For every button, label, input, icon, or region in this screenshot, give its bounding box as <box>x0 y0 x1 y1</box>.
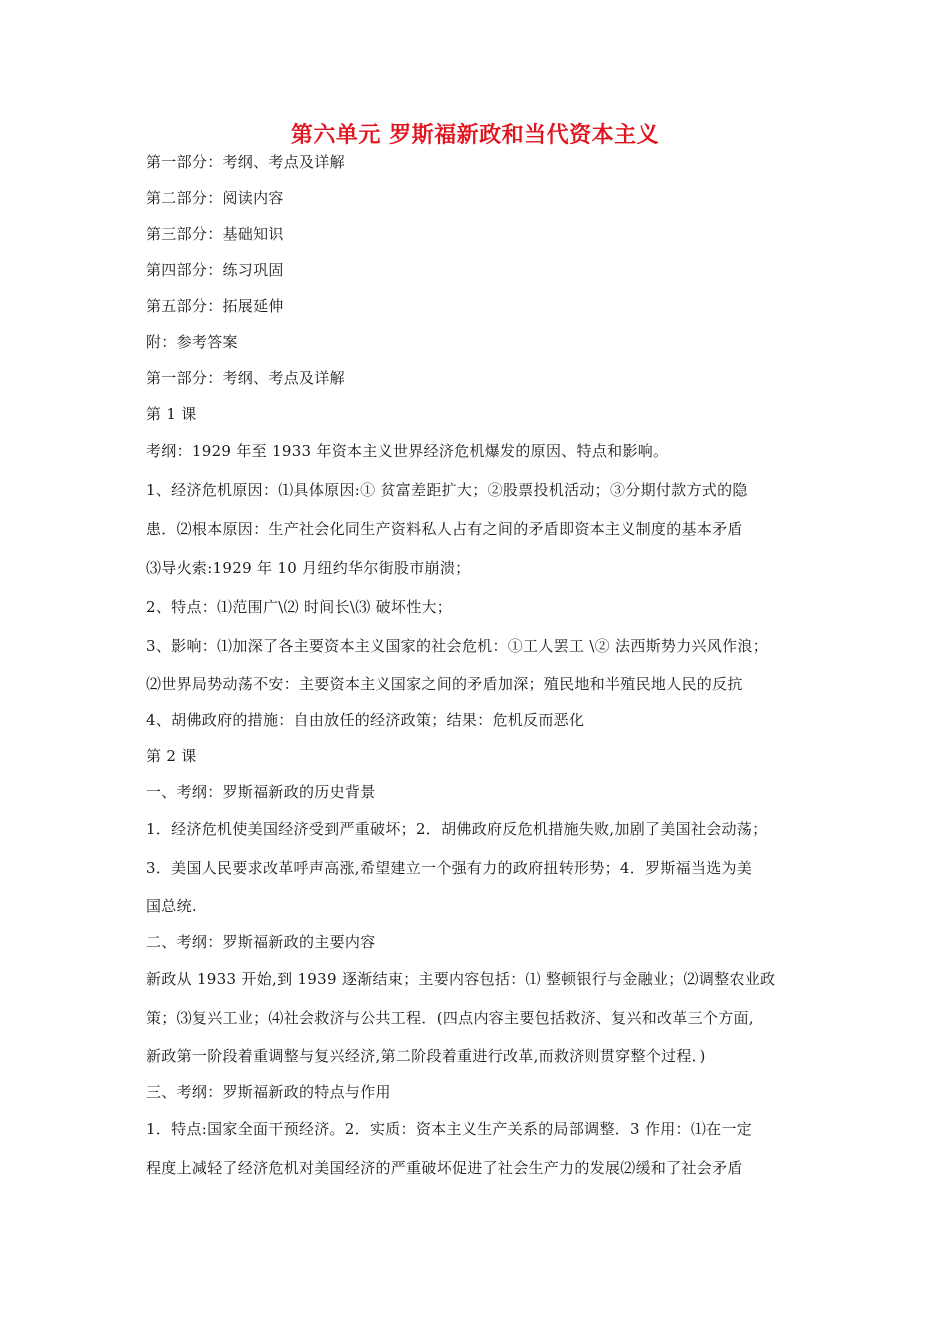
paragraph-line: 4、胡佛政府的措施：自由放任的经济政策；结果：危机反而恶化 <box>146 711 585 729</box>
subsection-heading: 一、考纲：罗斯福新政的历史背景 <box>146 783 376 801</box>
paragraph-line: 2、特点：⑴范围广\⑵ 时间长\⑶ 破坏性大； <box>146 598 453 616</box>
lesson-1-heading: 第 1 课 <box>146 405 197 423</box>
paragraph-line: 3．美国人民要求改革呼声高涨,希望建立一个强有力的政府扭转形势；4．罗斯福当选为美 <box>146 859 753 877</box>
document-body <box>146 150 826 1194</box>
paragraph-line: 国总统. <box>146 897 197 915</box>
paragraph-line: ⑶导火索:1929 年 10 月纽约华尔街股市崩溃； <box>146 559 471 577</box>
paragraph-line: 策；⑶复兴工业；⑷社会救济与公共工程．(四点内容主要包括救济、复兴和改革三个方面, <box>146 1009 754 1027</box>
toc-line-4: 第四部分：练习巩固 <box>146 261 284 279</box>
toc-line-5: 第五部分：拓展延伸 <box>146 297 284 315</box>
paragraph-line: 新政从 1933 开始,到 1939 逐渐结束；主要内容包括：⑴ 整顿银行与金融业；⑵调整农业政 <box>146 970 776 988</box>
paragraph-line: 新政第一阶段着重调整与复兴经济,第二阶段着重进行改革,而救济则贯穿整个过程．) <box>146 1047 706 1065</box>
paragraph-line: 患．⑵根本原因：生产社会化同生产资料私人占有之间的矛盾即资本主义制度的基本矛盾 <box>146 520 743 538</box>
toc-line-2: 第二部分：阅读内容 <box>146 189 284 207</box>
paragraph-line: 程度上减轻了经济危机对美国经济的严重破坏促进了社会生产力的发展⑵缓和了社会矛盾 <box>146 1159 743 1177</box>
toc-line-answers: 附：参考答案 <box>146 333 238 351</box>
subsection-heading: 三、考纲：罗斯福新政的特点与作用 <box>146 1083 391 1101</box>
paragraph-line: 1．经济危机使美国经济受到严重破坏；2．胡佛政府反危机措施失败,加剧了美国社会动荡； <box>146 820 768 838</box>
paragraph-line: 1、经济危机原因：⑴具体原因:① 贫富差距扩大；②股票投机活动；③分期付款方式的隐 <box>146 481 748 499</box>
toc-line-3: 第三部分：基础知识 <box>146 225 284 243</box>
paragraph-line: ⑵世界局势动荡不安：主要资本主义国家之间的矛盾加深；殖民地和半殖民地人民的反抗 <box>146 675 743 693</box>
paragraph-line: 3、影响：⑴加深了各主要资本主义国家的社会危机：①工人罢工 \② 法西斯势力兴风作浪； <box>146 637 769 655</box>
lesson-2-heading: 第 2 课 <box>146 747 197 765</box>
toc-line-1: 第一部分：考纲、考点及详解 <box>146 153 345 171</box>
paragraph-line: 1．特点:国家全面干预经济。2．实质：资本主义生产关系的局部调整．3 作用：⑴在一定 <box>146 1120 753 1138</box>
paragraph-line: 考纲：1929 年至 1933 年资本主义世界经济危机爆发的原因、特点和影响。 <box>146 442 669 460</box>
section-heading: 第一部分：考纲、考点及详解 <box>146 369 345 387</box>
document-title: 第六单元 罗斯福新政和当代资本主义 <box>290 123 660 148</box>
subsection-heading: 二、考纲：罗斯福新政的主要内容 <box>146 933 376 951</box>
